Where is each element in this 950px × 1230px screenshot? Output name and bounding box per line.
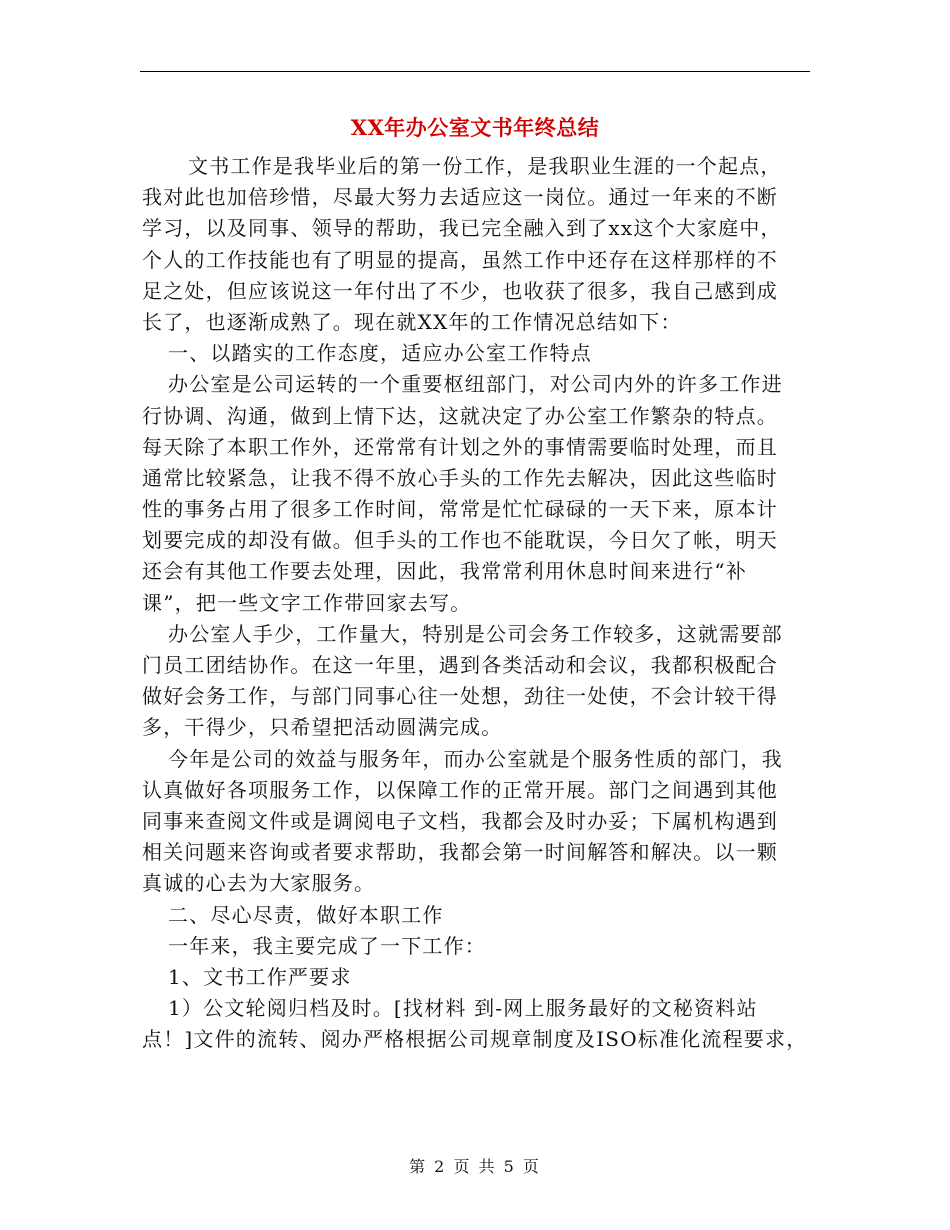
body-text-line: 性的事务占用了很多工作时间，常常是忙忙碌碌的一天下来，原本计 [142, 497, 778, 522]
body-text-line: 个人的工作技能也有了明显的提高，虽然工作中还存在这样那样的不 [142, 247, 778, 272]
body-text-line: 一年来，我主要完成了一下工作： [168, 933, 486, 958]
body-text-line: 相关问题来咨询或者要求帮助，我都会第一时间解答和解决。以一颗 [142, 840, 778, 865]
body-text-line: 每天除了本职工作外，还常常有计划之外的事情需要临时处理，而且 [142, 434, 778, 459]
body-text-line: 真诚的心去为大家服务。 [142, 871, 376, 896]
body-text-line: 学习，以及同事、领导的帮助，我已完全融入到了xx这个大家庭中， [142, 216, 782, 241]
body-text-line: 今年是公司的效益与服务年，而办公室就是个服务性质的部门，我 [168, 746, 783, 771]
body-text-line: 1、文书工作严要求 [168, 964, 352, 989]
body-text-line: 办公室人手少，工作量大，特别是公司会务工作较多，这就需要部 [168, 621, 783, 646]
body-text-line: 1）公文轮阅归档及时。[找材料 到-网上服务最好的文秘资料站 [168, 996, 758, 1021]
body-text-line: 还会有其他工作要去处理，因此，我常常利用休息时间来进行“补 [142, 559, 748, 584]
body-text-line: 点！]文件的流转、阅办严格根据公司规章制度及ISO标准化流程要求， [142, 1027, 808, 1052]
body-text-line: 门员工团结协作。在这一年里，遇到各类活动和会议，我都积极配合 [142, 653, 778, 677]
body-text-line: 足之处，但应该说这一年付出了不少，也收获了很多，我自己感到成 [142, 278, 778, 303]
document-body [142, 151, 810, 1055]
body-text-line: 二、尽心尽责，做好本职工作 [168, 902, 444, 927]
page-number: 第 2 页 共 5 页 [409, 1157, 541, 1176]
body-text-line: 做好会务工作，与部门同事心往一处想，劲往一处使，不会计较干得 [142, 684, 778, 709]
body-text-line: 多，干得少，只希望把活动圆满完成。 [142, 715, 503, 740]
body-text-line: 认真做好各项服务工作，以保障工作的正常开展。部门之间遇到其他 [142, 777, 778, 802]
body-text-line: 划要完成的却没有做。但手头的工作也不能耽误，今日欠了帐，明天 [142, 528, 778, 553]
body-text-line: 行协调、沟通，做到上情下达，这就决定了办公室工作繁杂的特点。 [142, 403, 778, 428]
body-text-line: 办公室是公司运转的一个重要枢纽部门，对公司内外的许多工作进 [168, 372, 783, 397]
document-title: XX年办公室文书年终总结 [350, 115, 600, 140]
body-text-line: 一、以踏实的工作态度，适应办公室工作特点 [168, 341, 592, 366]
body-text-line: 我对此也加倍珍惜，尽最大努力去适应这一岗位。通过一年来的不断 [142, 185, 778, 210]
body-text-line: 文书工作是我毕业后的第一份工作，是我职业生涯的一个起点， [188, 154, 782, 178]
header-rule [140, 71, 810, 72]
body-text-line: 通常比较紧急，让我不得不放心手头的工作先去解决，因此这些临时 [142, 465, 778, 490]
body-text-line: 长了，也逐渐成熟了。现在就XX年的工作情况总结如下： [142, 309, 682, 334]
body-text-line: 同事来查阅文件或是调阅电子文档，我都会及时办妥；下属机构遇到 [142, 808, 778, 833]
body-text-line: 课”，把一些文字工作带回家去写。 [142, 590, 472, 615]
